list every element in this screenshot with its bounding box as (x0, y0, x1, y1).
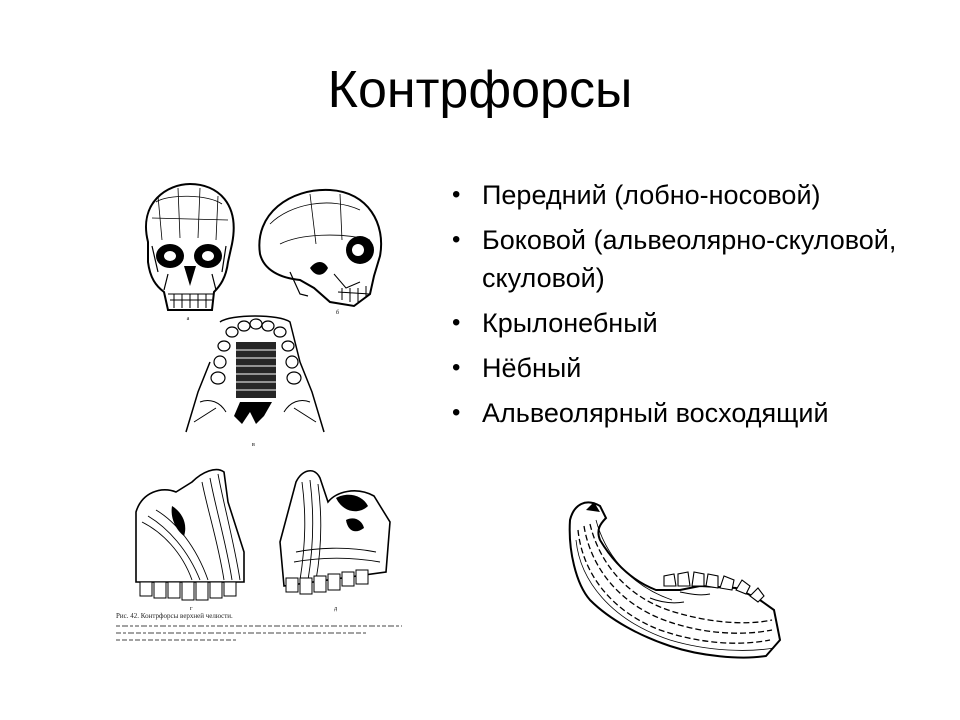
skull-front-illustration (128, 182, 248, 322)
panel-label-e: д (334, 606, 338, 612)
bullet-text: Крылонебный (482, 308, 658, 338)
figure-caption-line: Рис. 42. Контрфорсы верхней челюсти. (116, 612, 233, 620)
bullet-dot-icon: • (452, 181, 461, 208)
skull-side-illustration (250, 184, 390, 318)
figure-caption (116, 612, 406, 643)
maxilla-right-illustration (276, 462, 396, 612)
bullet-item-pterygopalatine (452, 304, 932, 342)
panel-label-a: а (186, 316, 190, 322)
figure-caption-smudge (116, 621, 406, 643)
bullet-text: Передний (лобно-носовой) (482, 180, 821, 210)
bullet-item-palatine (452, 349, 932, 387)
bullet-dot-icon: • (452, 226, 461, 253)
bullet-item-alveolar-ascending (452, 394, 932, 432)
bullet-text: Альвеолярный восходящий (482, 398, 829, 428)
bullet-text: Боковой (альвеолярно-скуловой, скуловой) (482, 225, 897, 293)
panel-label-d: г (190, 606, 193, 612)
mandible-illustration (560, 490, 790, 670)
bullet-item-anterior (452, 176, 932, 214)
bullet-dot-icon: • (452, 309, 461, 336)
bullet-text: Нёбный (482, 353, 582, 383)
bullet-list (452, 176, 932, 439)
slide-title: Контрфорсы (327, 61, 633, 119)
palate-illustration (180, 312, 330, 452)
bullet-dot-icon: • (452, 399, 461, 426)
maxilla-left-illustration (132, 462, 250, 612)
panel-label-c: в (252, 442, 255, 448)
bullet-item-lateral (452, 221, 932, 297)
bullet-dot-icon: • (452, 354, 461, 381)
panel-label-b: б (336, 310, 340, 316)
